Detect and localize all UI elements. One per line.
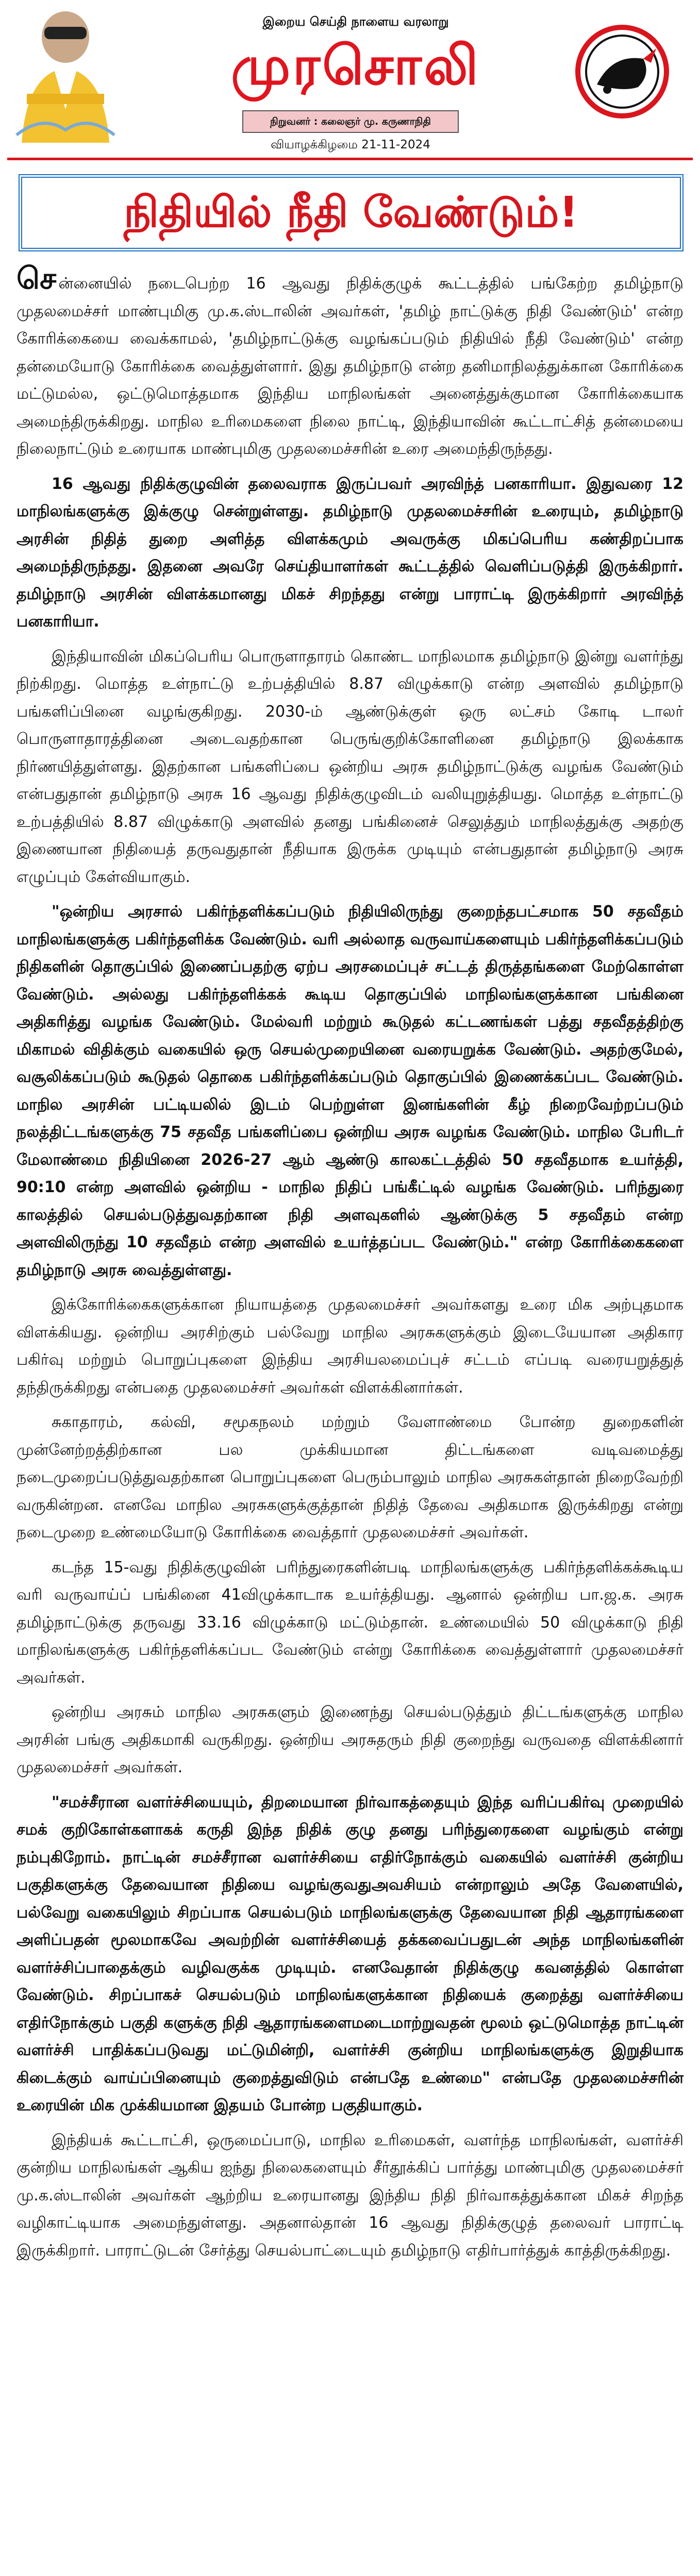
party-emblem-icon (566, 23, 678, 121)
headline-frame (19, 174, 684, 251)
paragraph-text: ன்னையில் நடைபெற்ற 16 ஆவது நிதிக்குழுக் கூட்டத்தில் பங்கேற்ற தமிழ்நாடு முதலமைச்சர் மாண்புமிகு மு.க.ஸ்டாலின் அவர்கள், 'தமிழ் நாட்டுக்கு நிதி வேண்டும்' என்ற கோரிக்கையை வைக்காமல், 'தமிழ்நாட்டுக்கு வழங்கப்படும் நிதியில் நீதி வேண்டும்' என்ற தன்மையோடு கோரிக்கை வைத்துள்ளார். இது தமிழ்நாடு என்ற தனிமாநிலத்துக்கான கோரிக்கை மட்டுமல்ல, ஒட்டுமொத்தமாக இந்திய மாநிலங்கள் அனைத்துக்குமான கோரிக்கையாக அமைந்திருக்கிறது. மாநில உரிமைகளை நிலை நாட்டி, இந்தியாவின் கூட்டாட்சித் தன்மையை நிலைநாட்டும் உரையாக மாண்புமிகு முதலமைச்சரின் உரை அமைந்திருந்தது. (16, 275, 684, 458)
masthead-divider (7, 158, 693, 160)
paragraph-text: இக்கோரிக்கைகளுக்கான நியாயத்தை முதலமைச்சர் அவர்களது உரை மிக அற்புதமாக விளக்கியது. ஒன்றிய அரசிற்கும் பல்வேறு மாநில அரசுகளுக்கும் இடையேயான அதிகார பகிர்வு மற்றும் பொறுப்புகளை இந்திய அரசியலமைப்புச் சட்டம் எப்படி வரையறுத்துத் தந்திருக்கிறது என்பதை முதலமைச்சர் அவர்கள் விளக்கினார்கள். (16, 1296, 684, 1397)
founder-portrait-icon (11, 6, 120, 143)
article-paragraph (16, 1789, 684, 2120)
article-paragraph (16, 470, 684, 636)
article-paragraph (16, 643, 684, 891)
paragraph-text: ஒன்றிய அரசும் மாநில அரசுகளும் இணைந்து செயல்படுத்தும் திட்டங்களுக்கு மாநில அரசின் பங்கு அதிகமாகி வருகிறது. ஒன்றிய அரசுதரும் நிதி குறைந்து வருவதை விளக்கினார் முதலமைச்சர் அவர்கள். (16, 1703, 684, 1776)
tagline: இறைய செய்தி நாளைய வரலாறு (262, 14, 449, 29)
dropcap: செ (16, 261, 57, 296)
paragraph-text: "சமச்சீரான வளர்ச்சியையும், திறமையான நிர்வாகத்தையும் இந்த வரிப்பகிர்வு முறையில் சமக் குறிகோள்களாகக் கருதி இந்த நிதிக் குழு தனது பரிந்துரைகளை வழங்கும் என்று நம்புகிறோம். நாட்டின் சமச்சீரான வளர்ச்சியை எதிர்நோக்கும் வகையில் வளர்ச்சி குன்றிய பகுதிகளுக்கு தேவையான நிதியை வழங்குவதுஅவசியம் என்றாலும் அதே வேளையில், பல்வேறு வகையிலும் சிறப்பாக செயல்படும் மாநிலங்களுக்கு தேவையான நிதி ஆதாரங்களை அளிப்பதன் மூலமாகவே அவற்றின் வளர்ச்சியைத் தக்கவைப்பதுடன் அந்த மாநிலங்களின் வளர்ச்சிப்பாதைக்கும் வழிவகுக்க முடியும். எனவேதான் நிதிக்குழு கவனத்தில் கொள்ள வேண்டும். சிறப்பாகச் செயல்படும் மாநிலங்களுக்கான நிதியைக் குறைத்து வளர்ச்சியை எதிர்நோக்கும் பகுதி களுக்கு நிதி ஆதாரங்களைமடைமாற்றுவதன் மூலம் ஒட்டுமொத்த நாட்டின் வளர்ச்சி பாதிக்கப்படுவது மட்டுமின்றி, வளர்ச்சி குன்றிய மாநிலங்களுக்கு இறுதியாக கிடைக்கும் வாய்ப்பினையும் குறைத்துவிடும் என்பதே உண்மை" என்பதே முதலமைச்சரின் உரையின் மிக முக்கியமான இதயம் போன்ற பகுதியாகும். (16, 1793, 684, 2114)
paragraph-text: கடந்த 15-வது நிதிக்குழுவின் பரிந்துரைகளின்படி மாநிலங்களுக்கு பகிர்ந்தளிக்கக்கூடிய வரி வருவாய்ப் பங்கினை 41விழுக்காடாக உயர்த்தியது. ஆனால் ஒன்றிய பா.ஜ.க. அரசு தமிழ்நாட்டுக்கு தருவது 33.16 விழுக்காடு மட்டும்தான். உண்மையில் 50 விழுக்காடு நிதி மாநிலங்களுக்கு பகிர்ந்தளிக்கப்பட வேண்டும் என்று கோரிக்கை வைத்துள்ளார் முதலமைச்சர் அவர்கள். (16, 1558, 684, 1687)
article-paragraph (16, 261, 684, 463)
editorial-headline: நிதியில் நீதி வேண்டும்! (124, 188, 578, 237)
article-paragraph (16, 898, 684, 1284)
paragraph-text: இந்தியக் கூட்டாட்சி, ஒருமைப்பாடு, மாநில உரிமைகள், வளர்ந்த மாநிலங்கள், வளர்ச்சி குன்றிய மாநிலங்கள் ஆகிய ஐந்து நிலைகளையும் சீர்தூக்கிப் பார்த்து மாண்புமிகு முதலமைச்சர் மு.க.ஸ்டாலின் அவர்கள் ஆற்றிய உரையானது இந்திய நிதி நிர்வாகத்துக்கான மிகச் சிறந்த வழிகாட்டியாக அமைந்துள்ளது. அதனால்தான் 16 ஆவது நிதிக்குழுத் தலைவர் பாராட்டி இருக்கிறார். பாராட்டுடன் சேர்த்து செயல்பாட்டையும் தமிழ்நாடு எதிர்பார்த்துக் காத்திருக்கிறது. (16, 2131, 684, 2260)
article-paragraph (16, 1699, 684, 1782)
paragraph-text: "ஒன்றிய அரசால் பகிர்ந்தளிக்கப்படும் நிதியிலிருந்து குறைந்தபட்சமாக 50 சதவீதம் மாநிலங்களுக்கு பகிர்ந்தளிக்க வேண்டும். வரி அல்லாத வருவாய்களையும் பகிர்ந்தளிக்கப்படும் நிதிகளின் தொகுப்பில் இணைப்பதற்கு ஏற்ப அரசமைப்புச் சட்டத் திருத்தங்களை மேற்கொள்ள வேண்டும். அல்லது பகிர்ந்தளிக்கக் கூடிய தொகுப்பில் மாநிலங்களுக்கான பங்கினை அதிகரித்து வழங்க வேண்டும். மேல்வரி மற்றும் கூடுதல் கட்டணங்கள் பத்து சதவீதத்திற்கு மிகாமல் விதிக்கும் வகையில் ஒரு செயல்முறையினை வரையறுக்க வேண்டும். அதற்குமேல், வசூலிக்கப்படும் கூடுதல் தொகை பகிர்ந்தளிக்கப்படும் தொகுப்பில் இணைக்கப்பட வேண்டும். மாநில அரசின் பட்டியலில் இடம் பெற்றுள்ள இனங்களின் கீழ் நிறைவேற்றப்படும் நலத்திட்டங்களுக்கு 75 சதவீத பங்களிப்பை ஒன்றிய அரசு வழங்க வேண்டும். மாநில பேரிடர் மேலாண்மை நிதியினை 2026-27 ஆம் ஆண்டு காலகட்டத்தில் 50 சதவீதமாக உயர்த்தி, 90:10 என்ற அளவில் ஒன்றிய - மாநில நிதிப் பங்கீட்டில் வழங்க வேண்டும். பரிந்துரை காலத்தில் செயல்படுத்துவதற்கான நிதி அளவுகளில் ஆண்டுக்கு 5 சதவீதம் என்ற அளவிலிருந்து 10 சதவீதம் என்ற அளவில் உயர்த்தப்பட வேண்டும்." என்ற கோரிக்கைகளை தமிழ்நாடு அரசு வைத்துள்ளது. (16, 903, 684, 1279)
paragraph-text: இந்தியாவின் மிகப்பெரிய பொருளாதாரம் கொண்ட மாநிலமாக தமிழ்நாடு இன்று வளர்ந்து நிற்கிறது. மொத்த உள்நாட்டு உற்பத்தியில் 8.87 விழுக்காடு என்ற அளவில் தமிழ்நாடு பங்களிப்பினை வழங்குகிறது. 2030-ம் ஆண்டுக்குள் ஒரு லட்சம் கோடி டாலர் பொருளாதாரத்தினை அடைவதற்கான பெருங்குறிக்கோளினை தமிழ்நாடு இலக்காக நிர்ணயித்துள்ளது. இதற்கான பங்களிப்பை ஒன்றிய அரசு தமிழ்நாட்டுக்கு வழங்க வேண்டும் என்பதுதான் தமிழ்நாடு அரசு 16 ஆவது நிதிக்குழுவிடம் வலியுறுத்தியது. மொத்த உள்நாட்டு உற்பத்தியில் 8.87 விழுக்காடு அளவில் தனது பங்கினைச் செலுத்தும் மாநிலத்துக்கு அதற்கு இணையான நிதியைத் தருவதுதான் நீதியாக இருக்க முடியும் என்பதுதான் தமிழ்நாடு அரசு எழுப்பும் கேள்வியாகும். (16, 647, 684, 886)
paragraph-text: சுகாதாரம், கல்வி, சமூகநலம் மற்றும் வேளாண்மை போன்ற துறைகளின் முன்னேற்றத்திற்கான பல முக்கியமான திட்டங்களை வடிவமைத்து நடைமுறைப்படுத்துவதற்கான பொறுப்புகளை பெரும்பாலும் மாநில அரசுகள்தான் நிறைவேற்றி வருகின்றன. எனவே மாநில அரசுகளுக்குத்தான் நிதித் தேவை அதிகமாக இருக்கிறது என்று நடைமுறை உண்மையோடு கோரிக்கை வைத்தார் முதலமைச்சர் அவர்கள். (16, 1413, 684, 1541)
editorial-body (16, 261, 684, 2576)
brand-logo: முரசொலி (231, 34, 480, 97)
article-paragraph (16, 1554, 684, 1692)
paragraph-text: 16 ஆவது நிதிக்குழுவின் தலைவராக இருப்பவர் அரவிந்த் பனகாரியா. இதுவரை 12 மாநிலங்களுக்கு இக்குழு சென்றுள்ளது. தமிழ்நாடு முதலமைச்சரின் உரையும், தமிழ்நாடு அரசின் நிதித் துறை அளித்த விளக்கமும் அவருக்கு மிகப்பெரிய கண்திறப்பாக அமைந்திருந்தது. இதனை அவரே செய்தியாளர்கள் கூட்டத்தில் வெளிப்படுத்தி இருக்கிறார். தமிழ்நாடு அரசின் விளக்கமானது மிகச் சிறந்தது என்று பாராட்டி இருக்கிறார் அரவிந்த் பனகாரியா. (16, 474, 684, 631)
article-paragraph (16, 1409, 684, 1547)
masthead (0, 0, 700, 155)
article-paragraph (16, 2127, 684, 2265)
article-paragraph (16, 1291, 684, 1401)
publication-date: வியாழக்கிழமை 21-11-2024 (271, 138, 430, 151)
founder-line: நிறுவனர் : கலைஞர் மு. கருணாநிதி (242, 110, 459, 133)
